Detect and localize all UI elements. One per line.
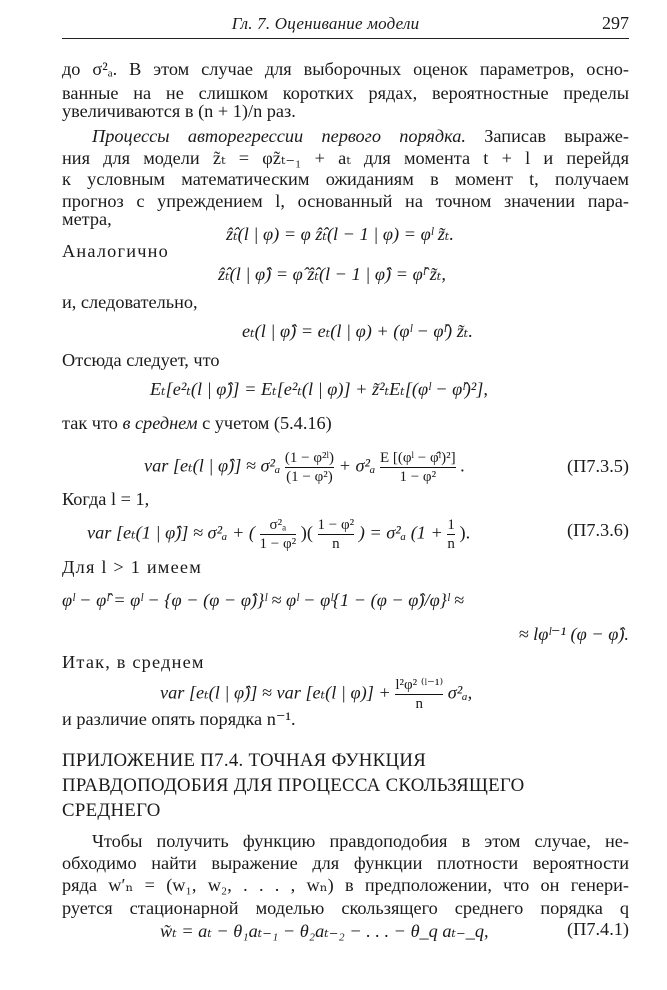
page-number: 297 xyxy=(602,13,629,33)
paragraph-line: так что в среднем с учетом (5.4.16) xyxy=(62,413,332,433)
running-header xyxy=(62,8,629,39)
paragraph-line: Когда l = 1, xyxy=(62,489,150,509)
equation-number: (П7.3.5) xyxy=(567,456,629,476)
equation: φˡ − φ̂ˡ = φˡ − {φ − (φ − φ̂)}ˡ ≈ φˡ − φˡ{1 − (φ − φ̂)/φ}ˡ ≈ xyxy=(62,590,465,610)
fraction: $\frac{\text{σ²ₐ}}{\text{1 − φ²}}$ xyxy=(259,517,297,552)
equation-number: (П7.4.1) xyxy=(567,919,629,939)
fraction: $\frac{\text{(1 − φ²ˡ)}}{\text{(1 − φ²)}}$ xyxy=(284,450,335,485)
paragraph-line: Аналогично xyxy=(62,241,169,261)
paragraph-line: и, следовательно, xyxy=(62,292,198,312)
fraction: $\frac{\text{E [(φˡ − φ̂ˡ)²]}}{\text{1 − φ²}}$ xyxy=(379,450,456,485)
paragraph-line: Для l > 1 имеем xyxy=(62,557,202,577)
paragraph-line: и различие опять порядка n⁻¹. xyxy=(62,709,296,729)
equation: eₜ(l | φ̂) = eₜ(l | φ) + (φˡ − φ̂ˡ) z̃ₜ. xyxy=(242,321,473,341)
run-in-heading: Процессы авторегрессии первого порядка. xyxy=(92,126,466,146)
equation: var [eₜ(l | φ̂)] ≈ var [eₜ(l | φ)] + $\frac{\text{l²φ² ⁽ˡ⁻¹⁾}}{n}$ σ²ₐ, xyxy=(160,677,473,712)
equation: Eₜ[e²ₜ(l | φ̂)] = Eₜ[e²ₜ(l | φ)] + z̃²ₜEₜ[(φˡ − φ̂ˡ)²], xyxy=(150,379,488,399)
fraction: $\frac{1}{n}$ xyxy=(447,517,455,552)
paragraph-line: ванные на не слишком коротких рядах, вероятностные пределы xyxy=(62,83,629,103)
section-heading-line: СРЕДНЕГО xyxy=(62,800,161,821)
equation: ẑ̂ₜ(l | φ) = φ ẑ̂ₜ(l − 1 | φ) = φˡ z̃ₜ. xyxy=(226,224,454,244)
paragraph-line: обходимо найти выражение для функции плотности вероятности xyxy=(62,853,629,873)
equation: ẑ̂ₜ(l | φ̂) = φ̂ ẑ̂ₜ(l − 1 | φ̂) = φ̂ˡ z̃ₜ, xyxy=(218,264,446,284)
paragraph-line: к условным математическим ожиданиям в момент t, получаем xyxy=(62,169,629,189)
paragraph-line: Процессы авторегрессии первого порядка. Записав выраже- xyxy=(92,126,629,146)
equation-7-3-6: var [eₜ(1 | φ̂)] ≈ σ²ₐ + ( $\frac{\text{σ²ₐ}}{\text{1 − φ²}}$ )( $\frac{\text{1 − φ²}}{n}$ ) = σ²ₐ (1 + $\frac{1}{n}$ ). xyxy=(87,517,471,552)
fraction: $\frac{\text{l²φ² ⁽ˡ⁻¹⁾}}{n}$ xyxy=(395,677,444,712)
equation-number: (П7.3.6) xyxy=(567,520,629,540)
paragraph-line: руется стационарной моделью скользящего среднего порядка q xyxy=(62,898,629,918)
equation-7-3-5: var [eₜ(l | φ̂)] ≈ σ²ₐ $\frac{\text{(1 − φ²ˡ)}}{\text{(1 − φ²)}}$ + σ²ₐ $\frac{\text{E [(φˡ − φ̂ˡ)²]}}{\text{1 − φ²}}$ . xyxy=(144,450,465,485)
equation-7-4-1: w̃ₜ = aₜ − θ₁aₜ₋₁ − θ₂aₜ₋₂ − . . . − θ_q aₜ₋_q, xyxy=(160,921,489,941)
paragraph-line: до σ²ₐ. В этом случае для выборочных оценок параметров, осно- xyxy=(62,59,629,79)
paragraph-line: ния для модели z̃ₜ = φz̃ₜ₋₁ + aₜ для момента t + l и перейдя xyxy=(62,148,629,168)
paragraph-line: Итак, в среднем xyxy=(62,652,205,672)
paragraph-line: увеличиваются в (n + 1)/n раз. xyxy=(62,101,296,121)
equation: ≈ lφˡ⁻¹ (φ − φ̂). xyxy=(518,624,629,644)
paragraph-line: ряда w′ₙ = (w₁, w₂, . . . , wₙ) в предположении, что он генери- xyxy=(62,875,629,895)
paragraph-line: метра, xyxy=(62,209,112,229)
paragraph-line: прогноз с упреждением l, основанный на точном значении пара- xyxy=(62,191,629,211)
fraction: $\frac{\text{1 − φ²}}{n}$ xyxy=(317,517,355,552)
chapter-title: Гл. 7. Оценивание модели xyxy=(231,14,420,33)
paragraph-line: Чтобы получить функцию правдоподобия в этом случае, не- xyxy=(92,831,629,851)
section-heading-line: ПРАВДОПОДОБИЯ ДЛЯ ПРОЦЕССА СКОЛЬЗЯЩЕГО xyxy=(62,775,525,796)
paragraph-line: Отсюда следует, что xyxy=(62,350,220,370)
section-heading-line: ПРИЛОЖЕНИЕ П7.4. ТОЧНАЯ ФУНКЦИЯ xyxy=(62,750,427,771)
